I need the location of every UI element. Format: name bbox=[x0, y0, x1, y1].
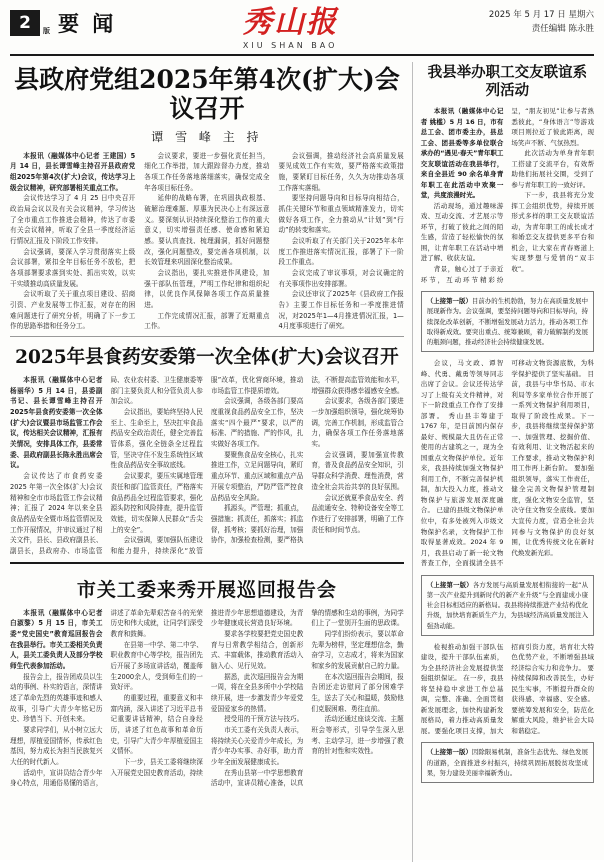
article3-para: 活动还通过座谈交流、主题班会等形式，引导学生深入思考、主动学习，进一步增强了教育的针对性和实效性。 bbox=[311, 715, 404, 756]
date-line: 2025 年 5 月 17 日 星期六 bbox=[488, 10, 594, 20]
page-number: 2 bbox=[19, 13, 31, 33]
column-divider bbox=[412, 62, 413, 862]
article1-para: 会议强调，要深入学习贯彻落实上级会议部署，紧扣全年目标任务不放松，把各项部署要求落到实处、抓出实效，以实干实绩推动高质量发展。 bbox=[10, 247, 136, 288]
divider bbox=[10, 562, 404, 564]
masthead-left bbox=[10, 8, 116, 38]
article3-para: 在县第一中学、第二中学、职业教育中心等学校，报告团先后开展了多场宣讲活动，覆盖师生2000余人，受到师生们的一致好评。 bbox=[110, 640, 203, 692]
article2-para: 会议要求，要压实属地管理责任和部门监管责任，严格落实食品药品全过程监管要求，强化源头防控和风险排查，提升监管效能，切实保障人民群众“舌尖上的安全”。 bbox=[110, 472, 203, 534]
page-label: 版 bbox=[43, 27, 50, 35]
page-number-badge bbox=[10, 10, 50, 36]
article2-para: 会议要求，各级各部门要进一步加强组织领导，强化统筹协调，完善工作机制，形成监管合力，确保各项工作任务落地落实。 bbox=[311, 397, 404, 449]
continuation-box-3-title: （上接第一版） bbox=[426, 748, 472, 757]
article2-para: 会议强调，各级各部门要高度重视食品药品安全工作，坚决落实“四个最严”要求，以严的标准、严的措施、严的作风，扎实做好各项工作。 bbox=[210, 397, 304, 449]
paper-title: 秀山报 bbox=[242, 5, 339, 40]
continuation-box-3 bbox=[421, 742, 594, 783]
article1-para: 会议强调，推动经济社会高质量发展要见成效工作有实效，要严格落实政策措施，要紧盯目标任务，久久为功推动各项工作落实落细。 bbox=[278, 151, 404, 192]
article3-body bbox=[10, 608, 404, 789]
continuation-box-2-more bbox=[421, 642, 594, 737]
article1-para: 会议听取了有关部门关于2025年本年度工作推进落实情况汇报，部署了下一阶段工作重点。 bbox=[278, 236, 404, 267]
article1-subline: 谭 雪 峰 主 持 bbox=[151, 129, 263, 144]
continuation-box-1 bbox=[421, 291, 594, 352]
article2-para: 抓源头，严管理；抓重点，强措施；抓责任，抓落实；抓监督，抓考核；要抓好治理，加强协作，加强检查检测，要严格执法，不断提高监管效能和水平，增强群众获得感幸福感安全感。 bbox=[210, 376, 404, 545]
article-government-party-meeting bbox=[10, 62, 404, 332]
article3-para: 授受用的干预方法与技巧。 bbox=[224, 715, 304, 724]
article2-body bbox=[10, 375, 404, 556]
continuation-box-1-text: 目前办的生机勃勃，努力在高质量发展中展现新作为。会议强调，要坚持问题导向和目标导向，持续深化改革创新，不断增强发展动力活力，推动各项工作取得新成效。要突出重点、统筹兼顾，着力破解制约发展的瓶颈问题，推动经济社会持续健康发展。 bbox=[426, 297, 589, 347]
article3-para: 在本次巡回报告会期间，报告团还走访慰问了部分困难学生，送去了关心和温暖，鼓励他们克服困难、勇往直前。 bbox=[311, 672, 404, 713]
article3-headline: 市关工委来秀开展巡回报告会 bbox=[76, 578, 337, 601]
right-article-para: 背景，触心过了于亲近环节，互动环节精彩纷呈，“朋友初见”让参与者熟悉彼此，“身体语言”等游戏项目则拉近了彼此距离，现场笑声不断、气氛热烈。 bbox=[420, 107, 594, 284]
article1-para: 会议要求，要进一步强化责任担当，细化工作举措，加大跟踪督办力度，推动各项工作任务落地落细落实，确保完成全年各项目标任务。 bbox=[144, 151, 270, 192]
article1-para: 要坚持问题导向和目标导向相结合，抓住关键环节和重点领域精准发力，切实做好各项工作，全力推动从“计划”到“行动”的转变和落实。 bbox=[278, 194, 404, 235]
article1-lead: 本报讯（融媒体中心记者 王建国）5 月 14 日，县长谭雪峰主持召开县政府党组2025年第4次(扩大)会议，传达学习上级会议精神，研究部署相关重点工作。 bbox=[10, 151, 136, 192]
divider bbox=[10, 336, 404, 337]
article3-para: 报告会上，报告团成员以生动的事例、朴实的语言，深情讲述了革命先烈的英雄事迹和感人故事，引导广大青少年铭记历史、珍惜当下、开创未来。 bbox=[10, 672, 103, 724]
article3-para: 市关工委有关负责人表示，将持续关心关爱青少年成长，为青少年办实事、办好事，助力青少年全面发展健康成长。 bbox=[210, 725, 304, 766]
continuation-box-2-text: 各方发展与高质量发展相衔接的一起“从第一次产业提升到新时代的新产业升级”与全面建成小康社会目标相适应的新格局。我县将持续推进产业结构优化升级，加快培育新质生产力，为县域经济高质量发展注入强劲动能。 bbox=[426, 580, 589, 630]
article3-para: 下一步，县关工委将继续深入开展党史国史教育活动，持续推进青少年思想道德建设，为青少年健康成长营造良好环境。 bbox=[110, 608, 304, 777]
masthead-right bbox=[464, 8, 594, 37]
article3-para: 在秀山县第一中学思想教育活动中，宣讲员精心准备，以真挚的情感和生动的事例，为同学们上了一堂别开生面的思政课。 bbox=[210, 608, 404, 788]
article2-para: 会议还就夏季食品安全、药品流通安全、特种设备安全等工作进行了安排部署，明确了工作责任和时间节点。 bbox=[311, 493, 404, 534]
continuation-box-1-more bbox=[421, 358, 594, 568]
article1-para: 会议指出，要扎实推进作风建设，加强干部队伍管理，严明工作纪律和组织纪律，以优良作风保障各项工作高质量推进。 bbox=[144, 268, 270, 309]
article-food-drug-safety-meeting bbox=[10, 341, 404, 557]
article3-para: 要求各学校要把党史国史教育与日常教学相结合，创新形式、丰富载体，推动教育活动入脑入心、见行见效。 bbox=[210, 629, 304, 670]
article3-para: 据悉，此次巡回报告会为期一周，将在全县多所中小学校陆续开展，进一步激发青少年爱党爱国爱家乡的热情。 bbox=[210, 672, 304, 713]
article1-para: 会议传达学习了 4 月 25 日中央召开政治局会议以及有关会议精神，学习传达了全市重点工作推进会精神，传达了市委有关会议精神，听取了全县一季度经济运行情况汇报及下阶段工作安排。 bbox=[10, 194, 136, 245]
continuation-box-2-more-text: 检视推动加强干部队伍建设，提升干部队伍素质，为全县经济社会发展提供坚强组织保证。 在一步，我县将坚持稳中求进工作总基调，完整、准确、全面贯彻新发展理念，加快构建新发展格局，着力推动高质量发展。要强化项目支撑，加大招商引资力度，培育壮大特色优势产业，不断增强县域经济综合实力和竞争力。 要持续保障和改善民生，办好民生实事，不断提升群众的获得感、幸福感、安全感。要统筹发展和安全，防范化解重大风险，维护社会大局和谐稳定。 bbox=[420, 642, 594, 735]
article2-para: 要聚焦食品安全核心，扎实推进工作，立足问题导向，紧盯重点环节、重点区域和重点产品开展专项整治，严防严管严控食品药品安全风险。 bbox=[210, 450, 304, 502]
article3-para: 同学们纷纷表示，要以革命先辈为榜样，坚定理想信念，勤奋学习，立志成才，将来为国家和家乡的发展贡献自己的力量。 bbox=[311, 629, 404, 670]
article2-para: 会议传达了市食药安委2025 年第一次全体(扩大)会议精神和全市市场监管工作会议精神；汇报了 2024 年以来全县食品药品安全暨市场监管情况及工作开展情况，并审议通过了相关文件，县长、县政府副县长、副县长，县政府办、市场监管局、农业农村委、卫生健康委等部门主要负责人和分管负责人参加会议。 bbox=[10, 376, 203, 555]
article-guan-gong-wei-report bbox=[10, 569, 404, 789]
right-article-para: 活动现场，通过趣味游戏、互动交流、才艺展示等环节，打破了彼此之间的陌生感，营造了轻松愉快的氛围，让青年职工在活动中增进了解、收获友谊。 bbox=[420, 201, 504, 263]
article1-para: 工作完成情况汇报，部署了近期重点工作。 bbox=[144, 311, 270, 331]
article1-body bbox=[10, 151, 404, 332]
article2-para: 会议强调，要加强宣传教育，普及食品药品安全知识，引导群众科学消费、理性消费，营造全社会共治共享的良好氛围。 bbox=[311, 450, 404, 491]
article1-para: 延伸的战略布署，在巩固执政根基、破解治理难题、厚惠为民决心上有深远意义。要深刻认识持续深化整治工作的重大意义，切实增强责任感、使命感和紧迫感。要认真查找、梳理漏洞，抓好问题整改，强化问题整改，要完善各项机制，以长效管理来巩固深化整治成果。 bbox=[144, 194, 270, 267]
right-article-para: 此次活动为单身青年职工搭建了交流平台，有效帮助他们拓展社交圈，受到了参与青年职工的一致好评。 bbox=[511, 149, 594, 189]
article1-headline: 县政府党组2025年第4次(扩大)会议召开 bbox=[14, 65, 400, 123]
continuation-box-1-more-text: 会议，马文政、谭智峰、代勇、戴勇等领导同志出席了会议。会议还传达学习了上级有关文件精神，对下一阶段重点工作作了安排部署。 秀山县丰筹建于 1767 年，是目前国内保存最好、规模最大且仍在正常使用的古建筑之一，现为全国重点文物保护单位。近年来，我县持续加强文物保护利用工作，不断完善保护机制，加大投入力度，推动文物保护与旅游发展深度融合。 已建的县级文物保护单位中，有多处被列入市级文物保护名录，文物保护工作取得显著成效。2024 年 9 月，我县启动了新一轮文物普查工作，全面摸清全县不可移动文物资源底数，为科学保护提供了坚实基础。 目前，我县与中华书局、市水利局等多家单位合作开展了一系列文物保护利用项目，取得了阶段性成果。下一步，我县将继续坚持保护第一、加强管理、挖掘价值、有效利用、让文物活起来的工作要求，推动文物保护利用工作再上新台阶。 要加强组织领导，落实工作责任，健全完善文物保护管理制度，强化文物安全监管，坚决守住文物安全底线。要加大宣传力度，营造全社会共同参与文物保护的良好氛围，让优秀传统文化在新时代焕发新光彩。 bbox=[420, 359, 594, 568]
editor-line: 责任编辑 陈永胜 bbox=[531, 24, 594, 35]
side-column bbox=[421, 62, 594, 862]
right-article-lead: 本报讯（融媒体中心记者 姚槛）5 月 16 日，市有总工会、团市委主办，县总工会、团县委等多单位联合承办的“遇见·春天”青年职工交友联谊活动在我县举行，来自全县近 90 余名单身青年职工在此活动中欢聚一堂，共度浪漫时光。 bbox=[420, 107, 504, 200]
article3-para: 活动中，宣讲员结合青少年身心特点，用通俗易懂的语言，讲述了革命先辈艰苦奋斗的光荣历史和伟大成就，让同学们深受教育和鼓舞。 bbox=[10, 608, 203, 788]
masthead-center bbox=[116, 5, 464, 50]
paper-pinyin: XIU SHAN BAO bbox=[242, 41, 338, 50]
right-article-headline: 我县举办职工交友联谊系列活动 bbox=[427, 64, 588, 100]
article3-para: 要求同学们，从小树立远大理想，厚植爱国情怀，传承红色基因，努力成长为担当民族复兴大任的时代新人。 bbox=[10, 725, 103, 766]
article1-para: 会议完成了审议事项，对会议确定的有关事项作出安排部署。 bbox=[278, 268, 404, 288]
continuation-box-2 bbox=[421, 575, 594, 636]
masthead bbox=[10, 5, 594, 56]
article2-lead: 本报讯（融媒体中心记者 杨丽华）5 月 14 日，县委副书记、县长谭雪峰主持召开2025年县食药安委第一次全体(扩大)会议暨县市场监管工作会议，传达相关会议精神，汇报有关情况，安排具体工作，县委常委、县政府副县长陈永胜出席会议。 bbox=[10, 376, 103, 470]
continuation-box-2-title: （上接第一版） bbox=[426, 580, 473, 589]
article1-para: 会议还审议了2025年《县政府工作报告》主要工作目标任务和一季度推进情况，对2025年1—4月推进情况汇报，1—4月度事项进行了研究。 bbox=[278, 290, 404, 331]
right-article-body bbox=[421, 106, 594, 285]
article1-para: 会议听取了关于重点项目建设、招商引资、产业发展等工作汇报，对存在的困难问题进行了研究分析，明确了下一步工作的思路举措和任务分工。 bbox=[10, 290, 136, 331]
page-body bbox=[10, 62, 594, 862]
article2-para: 会议强调，要加强队伍建设和能力提升，持续深化“放管服”改革，优化营商环境，推动市场监管工作提质增效。 bbox=[110, 376, 304, 555]
article3-lead: 本报讯（融媒体中心记者 白淑黎）5 月 15 日，市关工委“党史国史”教育巡回报告会在我县举行。市关工委相关负责人，县关工委负责人及部分学校师生代表参加活动。 bbox=[10, 608, 103, 670]
article2-para: 会议指出，要始终坚持人民至上、生命至上，坚决扛牢食品药品安全政治责任，健全完善监管体系，强化全链条全过程监管，坚决守住不发生系统性区域性食品药品安全事故底线。 bbox=[110, 408, 203, 470]
continuation-box-3-text: 因除限易机制，准备生态优先、绿色发展的道路，全面推进乡村振兴，持续巩固拓展脱贫攻坚成果，努力建设美丽幸福新秀山。 bbox=[426, 748, 589, 777]
main-column bbox=[10, 62, 404, 862]
section-name: 要 闻 bbox=[58, 11, 117, 36]
right-article-para: 下一步，我县将充分发挥工会组织优势，持续开展形式多样的职工交友联谊活动，为青年职工的成长成才和婚恋交友提供更多平台和机会，让大家在青春赛道上实现梦想与爱情的“双丰收”。 bbox=[511, 191, 594, 273]
article3-para: 的重要过程，重要意义和丰富内涵，深入讲述了习近平总书记重要讲话精神，结合自身经历，讲述了红色故事和革命历史，引导广大青少年厚植爱国主义情怀。 bbox=[110, 693, 203, 756]
continuation-box-1-title: （上接第一版） bbox=[426, 297, 472, 306]
article2-headline: 2025年县食药安委第一次全体(扩大)会议召开 bbox=[15, 346, 399, 368]
